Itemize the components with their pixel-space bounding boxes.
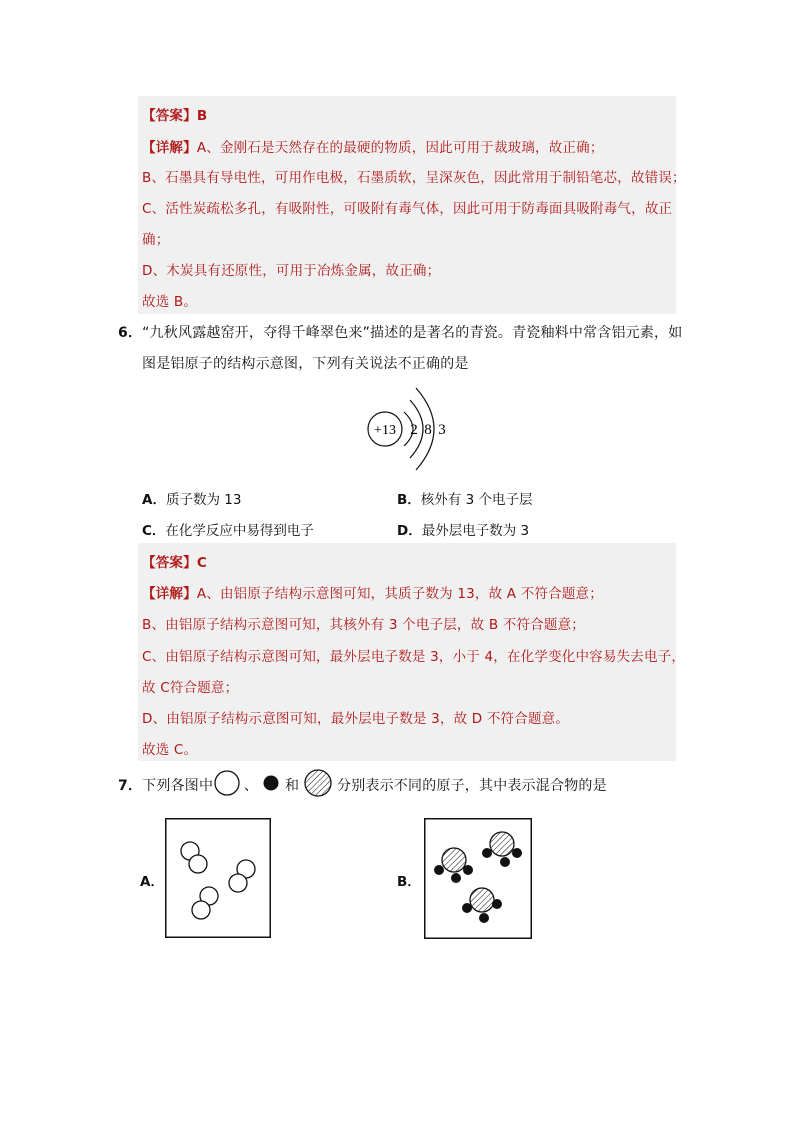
q5-detail-line-3: C、活性炭疏松多孔，有吸附性，可吸附有毒气体，因此可用于防毒面具吸附毒气，故正 <box>142 201 673 217</box>
option-text: 最外层电子数为 3 <box>421 523 530 539</box>
detail-text: A、由铝原子结构示意图可知，其质子数为 13，故 A 不符合题意； <box>196 586 603 602</box>
q7-stem-sep2: 和 <box>285 778 300 794</box>
q6-option-d[interactable] <box>397 519 529 539</box>
q6-detail-line-3: C、由铝原子结构示意图可知，最外层电子数是 3，小于 4，在化学变化中容易失去电子， <box>142 649 686 665</box>
option-letter: C． <box>142 523 166 539</box>
option-text: 在化学反应中易得到电子 <box>165 523 314 539</box>
q7-option-a-label[interactable]: A． <box>140 874 164 890</box>
q6-detail-line-1 <box>142 582 603 602</box>
q6-option-a[interactable] <box>142 488 241 508</box>
q5-conclusion: 故选 B。 <box>142 294 198 310</box>
q5-detail-line-5: D、木炭具有还原性，可用于冶炼金属，故正确； <box>142 263 441 279</box>
option-letter: D． <box>397 523 422 539</box>
question-number: 6． <box>118 325 143 341</box>
shell-electrons-2: 8 <box>424 422 432 438</box>
answer-tag: 【答案】 <box>142 555 197 571</box>
q7-stem <box>118 775 213 795</box>
q6-option-b[interactable] <box>397 488 532 508</box>
q6-option-c[interactable] <box>142 519 314 539</box>
shell-electrons-3: 3 <box>438 422 446 438</box>
answer-value: C <box>196 555 207 571</box>
q6-detail-line-2: B、由铝原子结构示意图可知，其核外有 3 个电子层，故 B 不符合题意； <box>142 617 585 633</box>
q7-option-b-diagram[interactable] <box>424 818 532 939</box>
option-letter: B． <box>397 492 421 508</box>
q6-answer-line <box>142 551 207 571</box>
q7-option-a-diagram[interactable] <box>165 818 271 938</box>
white-atom <box>189 855 207 873</box>
q5-detail-line-2: B、石墨具有导电性，可用作电极，石墨质软，呈深灰色，因此常用于制铅笔芯，故错误； <box>142 170 686 186</box>
white-atom <box>229 874 247 892</box>
detail-tag: 【详解】 <box>142 140 197 156</box>
white-atom-icon <box>213 769 241 797</box>
q5-answer-line <box>142 104 207 124</box>
q6-stem-line-1 <box>118 322 682 342</box>
nucleus-charge: +13 <box>374 423 396 438</box>
atom-structure-diagram <box>360 382 460 474</box>
white-atom <box>192 901 210 919</box>
option-text: 质子数为 13 <box>165 492 242 508</box>
black-atom-icon <box>263 775 279 791</box>
q7-stem-post: 分别表示不同的原子，其中表示混合物的是 <box>337 778 607 794</box>
q7-stem-sep1: 、 <box>244 778 259 794</box>
detail-tag: 【详解】 <box>142 586 197 602</box>
q6-conclusion: 故选 C。 <box>142 742 198 758</box>
q6-detail-line-5: D、由铝原子结构示意图可知，最外层电子数是 3，故 D 不符合题意。 <box>142 711 570 727</box>
answer-tag: 【答案】 <box>142 108 197 124</box>
detail-text: A、金刚石是天然存在的最硬的物质，因此可用于裁玻璃，故正确； <box>196 140 604 156</box>
q6-detail-line-4: 故 C符合题意； <box>142 680 239 696</box>
q5-detail-line-1 <box>142 136 604 156</box>
q6-stem-line-2: 图是铝原子的结构示意图，下列有关说法不正确的是 <box>142 356 469 372</box>
option-letter: A． <box>142 492 166 508</box>
q7-option-b-label[interactable]: B． <box>397 874 421 890</box>
question-stem-pre: 下列各图中 <box>142 778 214 794</box>
question-number: 7． <box>118 778 143 794</box>
q5-detail-line-4: 确； <box>142 232 170 248</box>
question-stem: “九秋风露越窑开，夺得千峰翠色来”描述的是著名的青瓷。青瓷釉料中常含铝元素，如 <box>142 325 683 341</box>
answer-value: B <box>196 108 208 124</box>
shell-electrons-1: 2 <box>410 422 418 438</box>
option-text: 核外有 3 个电子层 <box>420 492 533 508</box>
hatched-atom-icon <box>303 768 333 798</box>
